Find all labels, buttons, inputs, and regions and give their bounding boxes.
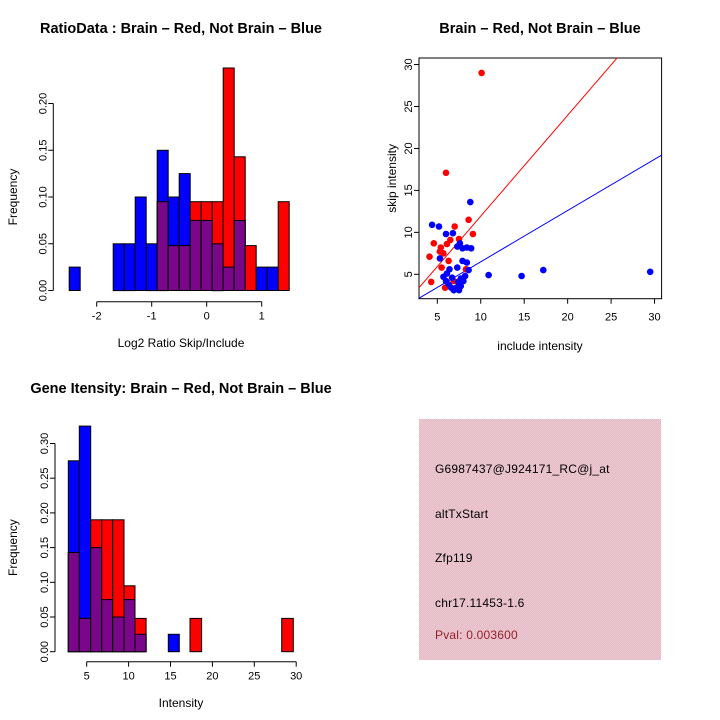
hist-bar (157, 202, 168, 291)
hist-bar (168, 634, 179, 651)
y-tick-label: 20 (403, 142, 415, 155)
y-tick-label: 25 (403, 100, 415, 113)
probe-id-text: G6987437@J924171_RC@j_at (435, 462, 610, 476)
scatter-point-not-brain (449, 274, 456, 281)
scatter-point-not-brain (485, 272, 492, 279)
chart-title: RatioData : Brain – Red, Not Brain – Blue (40, 21, 322, 37)
x-tick-label: 5 (434, 311, 441, 324)
scatter-point-brain (465, 217, 472, 224)
y-tick-label: 0.30 (39, 432, 51, 455)
scatter-point-not-brain (540, 267, 547, 274)
y-axis-label: Frequency (6, 168, 20, 226)
hist-bar (135, 634, 146, 651)
x-axis-label: Intensity (158, 696, 204, 710)
x-tick-label: 15 (518, 311, 531, 324)
hist-bar (278, 202, 289, 291)
gene-info-box (419, 419, 661, 660)
scatter-point-not-brain (462, 273, 469, 280)
x-tick-label: 15 (164, 670, 177, 683)
scatter-point-not-brain (518, 273, 525, 280)
panel-ratio-histogram (0, 0, 360, 360)
panel-intensity-scatter (360, 0, 720, 360)
hist-bar (223, 267, 234, 290)
scatter-point-not-brain (454, 264, 461, 271)
hist-bar (201, 220, 212, 290)
hist-bar (102, 600, 113, 652)
x-tick-label: 25 (248, 670, 261, 683)
hist-bar (282, 618, 294, 651)
hist-bar (79, 618, 90, 651)
scatter-point-brain (444, 241, 451, 248)
hist-bar (168, 246, 179, 291)
x-tick-label: -1 (146, 310, 157, 323)
hist-bar (79, 426, 90, 652)
scatter-point-brain (443, 170, 450, 177)
panel-gene-intensity-histogram (0, 360, 360, 720)
y-tick-label: 0.15 (37, 139, 50, 161)
y-tick-label: 0.15 (39, 536, 51, 559)
scatter-point-not-brain (464, 259, 471, 266)
scatter-point-not-brain (647, 269, 654, 276)
panel-gene-info (360, 360, 720, 720)
y-tick-label: 0.10 (39, 571, 51, 594)
chart-title: Brain – Red, Not Brain – Blue (439, 21, 641, 37)
x-axis-label: include intensity (497, 339, 583, 353)
hist-bar (68, 553, 79, 652)
gene-symbol-text: Zfp119 (435, 551, 473, 565)
scatter-point-brain (478, 70, 485, 77)
hist-bar (190, 618, 202, 651)
y-tick-label: 15 (403, 184, 415, 197)
y-tick-label: 0.00 (37, 279, 50, 302)
y-tick-label: 30 (403, 58, 415, 71)
x-tick-label: 0 (203, 310, 210, 323)
y-tick-label: 5 (403, 271, 415, 278)
hist-bar (146, 244, 157, 291)
scatter-point-not-brain (429, 222, 436, 229)
hist-bar (245, 246, 256, 291)
pval-text: Pval: 0.003600 (435, 628, 518, 642)
y-tick-label: 10 (403, 226, 415, 239)
hist-bar (256, 267, 267, 290)
hist-bar (124, 244, 135, 291)
scatter-point-brain (445, 258, 452, 265)
hist-bar (267, 267, 278, 290)
hist-bar (69, 267, 80, 290)
scatter-point-brain (428, 279, 435, 286)
y-tick-label: 0.05 (39, 606, 51, 628)
splice-type-text: altTxStart (435, 507, 489, 521)
x-tick-label: 20 (561, 311, 574, 324)
x-tick-label: 5 (83, 670, 90, 683)
scatter-point-not-brain (450, 230, 457, 237)
scatter-point-not-brain (443, 231, 450, 238)
hist-bar (135, 197, 146, 291)
x-tick-label: 30 (648, 311, 661, 324)
hist-bar (190, 220, 201, 290)
x-tick-label: 10 (122, 670, 135, 683)
x-axis-label: Log2 Ratio Skip/Include (117, 336, 245, 350)
x-tick-label: -2 (91, 310, 102, 323)
hist-bar (91, 548, 102, 652)
y-axis-label: Frequency (6, 519, 20, 576)
x-tick-label: 20 (206, 670, 219, 683)
ratio-histogram-chart (0, 0, 360, 360)
scatter-point-brain (426, 253, 433, 260)
scatter-point-not-brain (467, 199, 474, 206)
y-tick-label: 0.00 (39, 640, 51, 663)
scatter-point-brain (470, 231, 477, 238)
hist-bar (212, 244, 223, 291)
scatter-point-not-brain (437, 255, 444, 262)
locus-text: chr17.11453-1.6 (435, 596, 525, 610)
hist-bar (113, 244, 124, 291)
hist-bar (223, 68, 234, 291)
y-tick-label: 0.05 (37, 233, 50, 255)
scatter-point-not-brain (436, 223, 443, 230)
scatter-point-brain (451, 223, 458, 230)
scatter-point-not-brain (468, 245, 475, 252)
scatter-point-brain (431, 240, 438, 247)
hist-bar (113, 617, 124, 652)
scatter-point-not-brain (465, 267, 472, 274)
y-tick-label: 0.20 (39, 502, 51, 524)
gene-intensity-histogram-chart (0, 360, 360, 720)
y-tick-label: 0.10 (37, 186, 50, 208)
hist-bar (179, 246, 190, 291)
x-tick-label: 1 (258, 310, 265, 323)
y-tick-label: 0.20 (37, 92, 50, 115)
y-tick-label: 0.25 (39, 467, 51, 489)
y-axis-label: skip intensity (385, 143, 399, 213)
intensity-scatter-chart (360, 0, 720, 360)
hist-bar (234, 220, 245, 290)
x-tick-label: 30 (290, 670, 303, 683)
hist-bar (124, 600, 135, 652)
x-tick-label: 25 (604, 311, 618, 324)
chart-title: Gene Itensity: Brain – Red, Not Brain – Blue (30, 381, 332, 397)
x-tick-label: 10 (474, 311, 487, 324)
scatter-point-brain (438, 264, 445, 271)
plot-box (419, 58, 662, 299)
